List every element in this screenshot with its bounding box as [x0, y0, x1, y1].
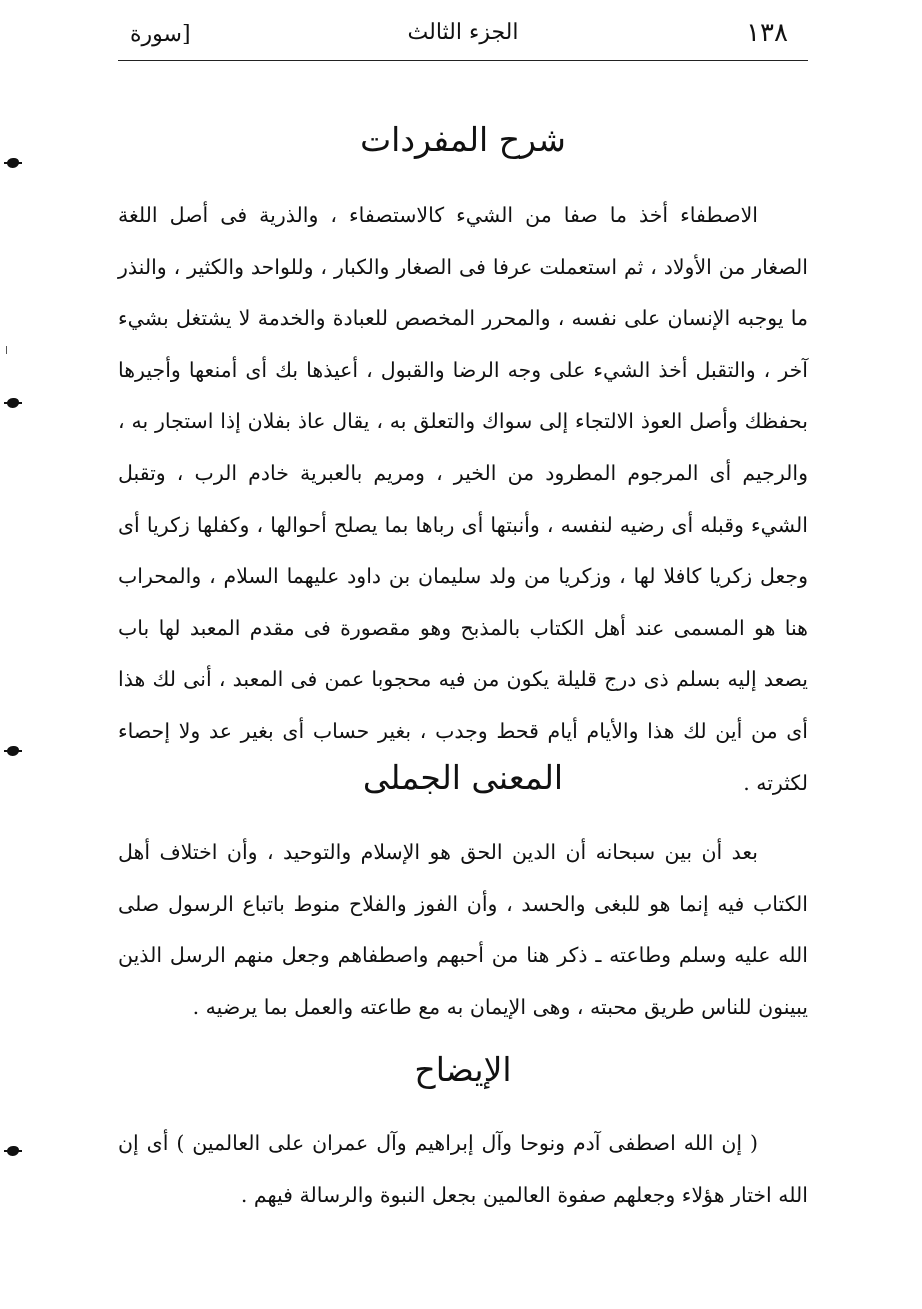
margin-star-mark-icon — [4, 1144, 22, 1158]
explanation-heading: الإيضاح — [414, 1050, 512, 1089]
page-number: ١٣٨ — [746, 18, 788, 48]
general-meaning-heading: المعنى الجملى — [362, 758, 564, 797]
explanation-body: ( إن الله اصطفى آدم ونوحا وآل إبراهيم وآل عمران على العالمين ) أى إن الله اختار هؤلاء وجعلهم صفوة العالمين بجعل النبوة والرسالة فيهم . — [118, 1131, 808, 1207]
vocabulary-body: الاصطفاء أخذ ما صفا من الشيء كالاستصفاء ، والذرية فى أصل اللغة الصغار من الأولاد ، ثم استعملت عرفا فى الصغار والكبار ، وللواحد والكثير ، والنذر ما يوجبه الإنسان على نفسه ، والمحرر المخصص للعبادة والخدمة لا يشتغل بشيء آخر ، والتقبل أخذ الشيء على وجه الرضا والقبول ، أعيذها بك أى أمنعها وأجيرها بحفظك وأصل العوذ الالتجاء إلى سواك والتعلق به ، يقال عاذ بفلان إذا استجار به ، والرجيم أى المرجوم المطرود من الخير ، ومريم بالعبرية خادم الرب ، وتقبل الشيء وقبله أى رضيه لنفسه ، وأنبتها أى رباها بما يصلح أحوالها ، وكفلها زكريا أى وجعل زكريا كافلا لها ، وزكريا من ولد سليمان بن داود عليهما السلام ، والمحراب هنا هو المسمى عند أهل الكتاب بالمذبح وهو مقصورة فى مقدم المعبد لها باب يصعد إليه بسلم ذى درج قليلة يكون من فيه محجوبا عمن فى المعبد ، أنى لك هذا أى من أين لك هذا والأيام أيام قحط وجدب ، بغير حساب أى بغير عد ولا إحصاء لكثرته . — [118, 203, 808, 795]
general-meaning-paragraph — [118, 827, 808, 1033]
margin-star-mark-icon — [4, 744, 22, 758]
margin-star-mark-icon — [4, 396, 22, 410]
margin-tick-mark — [6, 346, 10, 354]
vocabulary-heading: شرح المفردات — [360, 120, 566, 159]
explanation-paragraph — [118, 1118, 808, 1221]
margin-star-mark-icon — [4, 156, 22, 170]
part-title: الجزء الثالث — [407, 20, 519, 45]
surah-title: [سورة — [130, 22, 191, 47]
general-meaning-body: بعد أن بين سبحانه أن الدين الحق هو الإسلام والتوحيد ، وأن اختلاف أهل الكتاب فيه إنما هو للبغى والحسد ، وأن الفوز والفلاح منوط باتباع الرسول صلى الله عليه وسلم وطاعته ـ ذكر هنا من أحبهم واصطفاهم وجعل منهم الرسل الذين يبينون للناس طريق محبته ، وهى الإيمان به مع طاعته والعمل بما يرضيه . — [118, 840, 808, 1019]
vocabulary-paragraph — [118, 190, 808, 809]
running-header — [118, 14, 808, 61]
